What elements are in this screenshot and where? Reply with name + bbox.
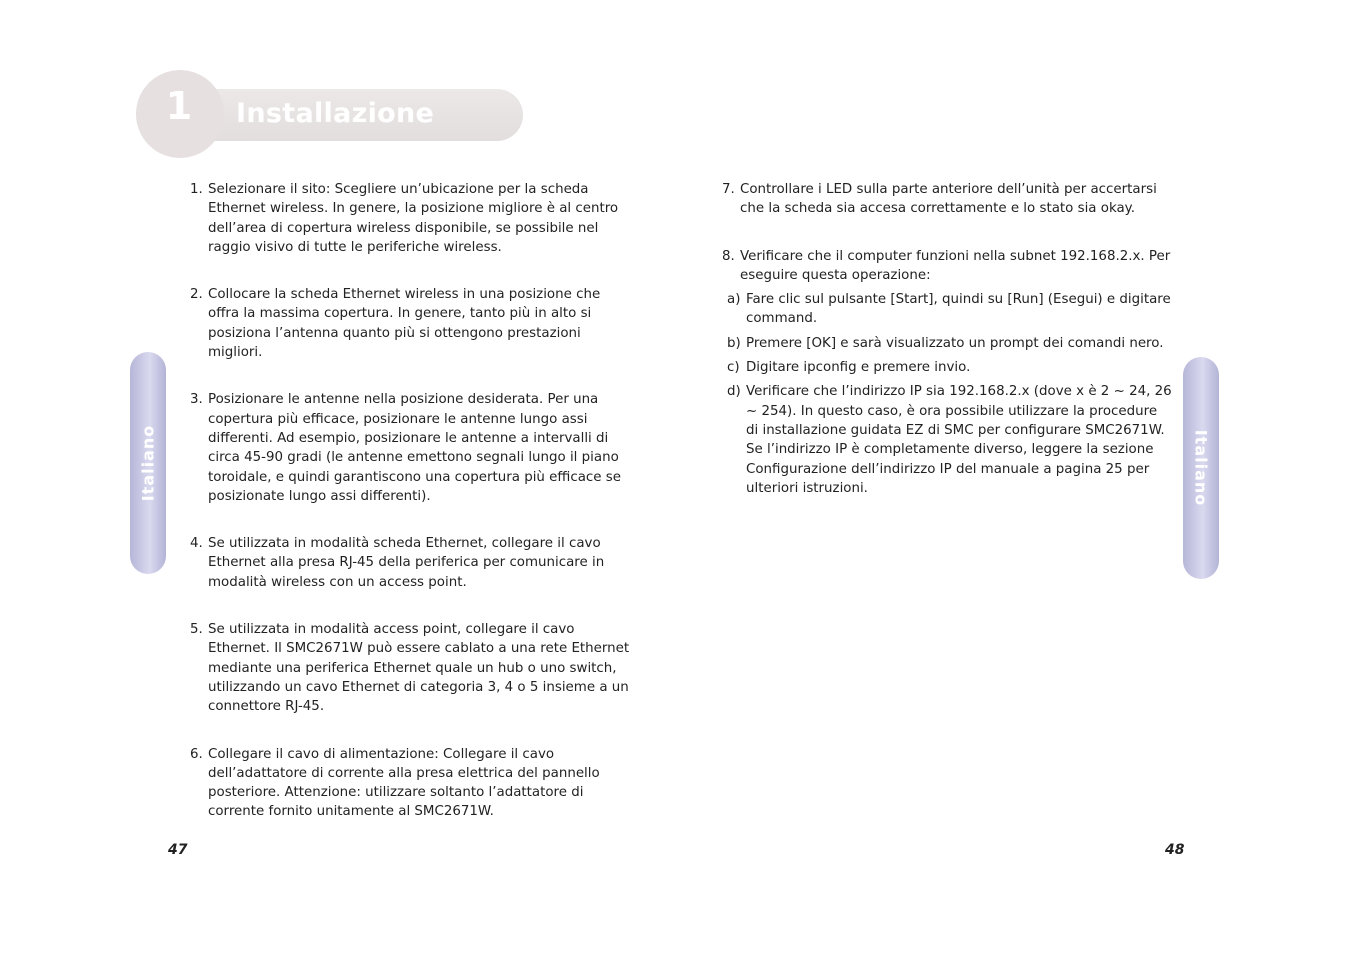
step-text: Posizionare le antenne nella posizione desiderata. Per una copertura più efficace, posizionare le antenne lungo assi differenti. Ad esempio, posizionare le antenne a intervalli di circa 45-90 gradi (le antenne emettono segnali lungo il piano toroidale, e quindi garantiscono una copertura più efficace se posizionate lungo assi differenti).	[208, 392, 621, 504]
step-3	[190, 390, 635, 506]
step-number: 6.	[190, 746, 203, 762]
step-7	[722, 180, 1172, 219]
substep-text: Digitare ipconfig e premere invio.	[746, 360, 971, 376]
page-number-left: 47	[168, 842, 188, 858]
substep-c	[727, 358, 1172, 377]
step-text: Controllare i LED sulla parte anteriore dell’unità per accertarsi che la scheda sia accesa correttamente e lo stato sia okay.	[740, 182, 1157, 217]
step-1	[190, 180, 635, 257]
step-number: 2.	[190, 287, 203, 303]
language-tab-right-label: Italiano	[1191, 429, 1211, 507]
substep-text: Fare clic sul pulsante [Start], quindi su [Run] (Esegui) e digitare command.	[746, 292, 1171, 327]
substep-a	[727, 290, 1172, 329]
chapter-title: Installazione	[236, 98, 435, 129]
substep-text: Verificare che l’indirizzo IP sia 192.168.2.x (dove x è 2 ~ 24, 26 ~ 254). In questo caso, è ora possibile utilizzare la procedure di installazione guidata EZ di SMC per configurare SMC2671W. Se l’indirizzo IP è completamente diverso, leggere la sezione Configurazione dell’indirizzo IP del manuale a pagina 25 per ulteriori istruzioni.	[746, 384, 1172, 496]
step-text: Verificare che il computer funzioni nella subnet 192.168.2.x. Per eseguire questa operazione:	[740, 248, 1171, 283]
left-page-steps	[190, 180, 635, 850]
substep-letter: a)	[727, 292, 741, 308]
language-tab-left	[130, 352, 166, 574]
step-5	[190, 620, 635, 716]
substep-letter: c)	[727, 360, 740, 376]
step-number: 4.	[190, 536, 203, 552]
substep-letter: b)	[727, 335, 741, 351]
substep-b	[727, 334, 1172, 353]
language-tab-right	[1183, 357, 1219, 579]
step-number: 3.	[190, 392, 203, 408]
step-number: 5.	[190, 622, 203, 638]
step-2	[190, 285, 635, 362]
step-4	[190, 534, 635, 592]
page-number-right: 48	[1165, 842, 1185, 858]
substep-letter: d)	[727, 384, 741, 400]
chapter-number: 1	[165, 84, 193, 128]
chapter-header	[136, 70, 526, 162]
step-6	[190, 745, 635, 822]
right-page-steps	[722, 180, 1172, 503]
step-text: Collocare la scheda Ethernet wireless in una posizione che offra la massima copertura. In genere, tanto più in alto si posiziona l’antenna quanto più si ottengono prestazioni migliori.	[208, 287, 601, 361]
step-number: 8.	[722, 248, 735, 264]
language-tab-left-label: Italiano	[138, 424, 158, 502]
step-number: 1.	[190, 182, 203, 197]
substep-text: Premere [OK] e sarà visualizzato un prompt dei comandi nero.	[746, 335, 1164, 351]
step-text: Se utilizzata in modalità access point, collegare il cavo Ethernet. Il SMC2671W può essere cablato a una rete Ethernet mediante una periferica Ethernet quale un hub o uno switch, utilizzando un cavo Ethernet di categoria 3, 4 o 5 insieme a un connettore RJ-45.	[208, 622, 630, 715]
step-number: 7.	[722, 182, 735, 197]
step-text: Selezionare il sito: Scegliere un’ubicazione per la scheda Ethernet wireless. In genere, la posizione migliore è al centro dell’area di copertura wireless disponibile, se possibile nel raggio visivo di tutte le periferiche wireless.	[208, 182, 619, 255]
substep-d	[727, 382, 1172, 498]
step-text: Collegare il cavo di alimentazione: Collegare il cavo dell’adattatore di corrente alla presa elettrica del pannello posteriore. Attenzione: utilizzare soltanto l’adattatore di corrente fornito unitamente al SMC2671W.	[208, 746, 600, 820]
step-text: Se utilizzata in modalità scheda Ethernet, collegare il cavo Ethernet alla presa RJ-45 della periferica per comunicare in modalità wireless con un access point.	[208, 536, 605, 590]
step-8	[722, 247, 1172, 286]
